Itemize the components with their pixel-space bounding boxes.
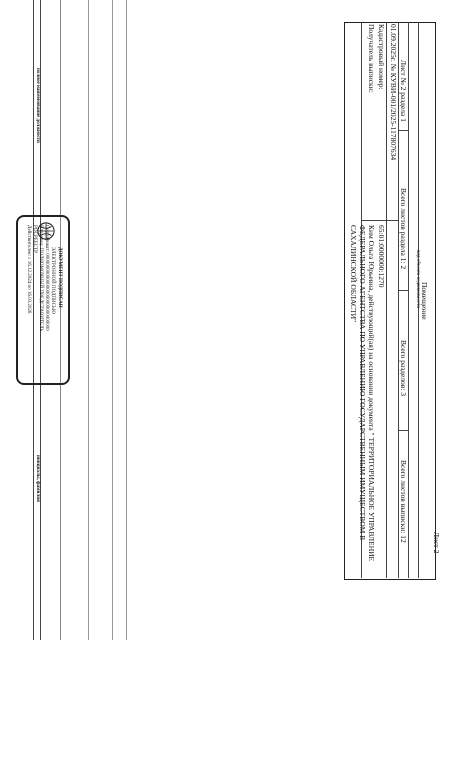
statement-ref: 01.09.2025г. № КУВИ-001/2025-117807634	[389, 24, 398, 161]
cell-divider	[398, 130, 408, 131]
property-type-header: Помещение	[420, 282, 429, 320]
initials-caption: инициалы, фамилия	[35, 455, 40, 502]
cadastral-value: 65:01:0000000:1270	[377, 225, 386, 288]
stamp-line: РОСРЕЕСТР	[32, 225, 37, 253]
cell-divider	[386, 220, 398, 221]
row-separator	[386, 22, 387, 578]
cell-divider	[361, 220, 386, 221]
margin-line	[112, 0, 113, 640]
property-type-caption: вид объекта недвижимости	[415, 250, 420, 309]
recipient-value: САХАЛИНСКОЙ ОБЛАСТИ"	[349, 225, 358, 323]
stamp-line: ДОКУМЕНТ ПОДПИСАН	[57, 247, 62, 308]
position-caption: полное наименование должности	[35, 68, 40, 143]
cell-divider	[398, 430, 408, 431]
row-separator	[408, 22, 409, 578]
cadastral-label: Кадастровый номер:	[377, 24, 386, 90]
stamp-line: Сертификат: 0000000000000000000000000000000	[44, 225, 49, 331]
page-bottom-blank	[0, 640, 466, 767]
stamp-line: ЭЛЕКТРОННОЙ ПОДПИСЬЮ	[50, 247, 55, 314]
recipient-label: Получатель выписки:	[367, 24, 376, 93]
cell-divider	[398, 290, 408, 291]
section-sheet: Лист № 2 раздела 1	[399, 60, 408, 122]
margin-line	[126, 0, 127, 640]
margin-line	[88, 0, 89, 640]
recipient-value: ФЕДЕРАЛЬНОГО АГЕНТСТВА ПО УПРАВЛЕНИЮ ГОСУДАРСТВЕННЫМ ИМУЩЕСТВОМ В	[358, 225, 367, 541]
stamp-line: Владелец: ПОЛНОМОЧНЫЙ ПРЕДСТАВИТЕЛЬ	[38, 225, 43, 332]
stamp-line: Действителен: с 16.12.2024 по 16.03.2026	[26, 225, 31, 314]
sections-total: Всего разделов: 3	[399, 340, 408, 397]
section-sheets-total: Всего листов раздела 1: 2	[399, 188, 408, 270]
signature-stamp	[16, 215, 70, 385]
sheet-label: Лист 2	[432, 532, 441, 554]
recipient-value: Ким Ольга Юрьевна, действующий(ая) на основании документа " ТЕРРИТОРИАЛЬНОЕ УПРАВЛЕНИЕ	[367, 225, 376, 562]
statement-sheets-total: Всего листов выписки: 12	[399, 460, 408, 543]
